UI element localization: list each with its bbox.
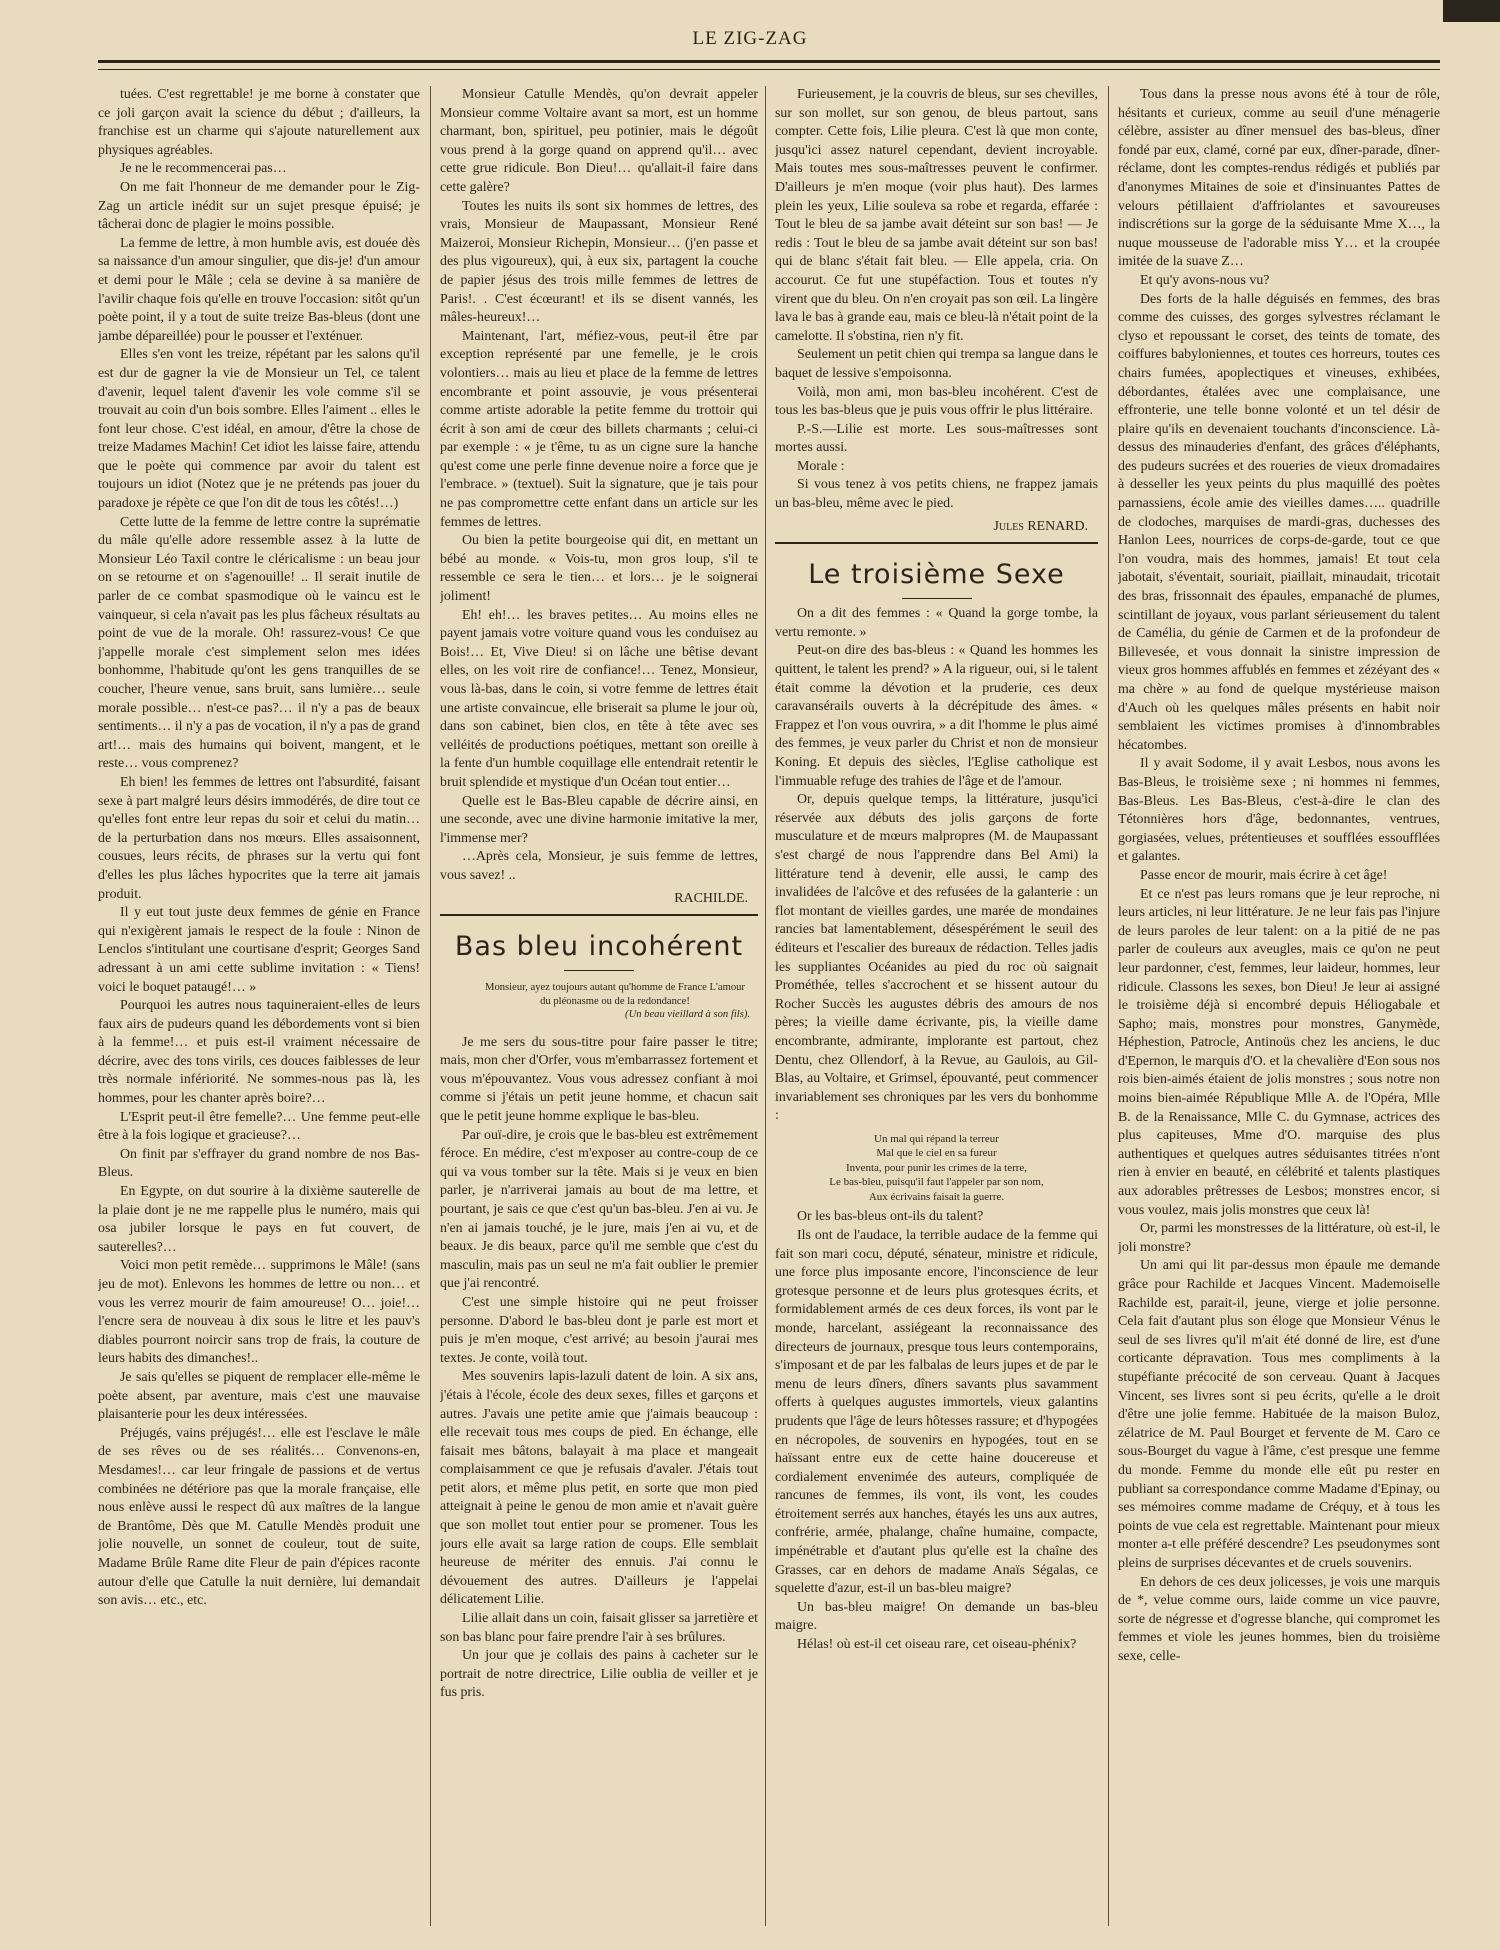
- column-divider: [430, 86, 431, 1926]
- paragraph: Furieusement, je la couvris de bleus, sur ses chevilles, sur son mollet, sur son genou, de bleus partout, sans compter. Cette fois, Lilie pleura. C'est là que mon conte, jusqu'ici assez naturel cependant, devient incroyable. Mais toutes mes sous-maîtresses peuvent le confirmer. D'ailleurs je m'en moque (voir plus haut). Des larmes plein les yeux, Lilie souleva sa robe et regarda, effarée : Tout le bleu de sa jambe avait déteint sur son bas! — Je redis : Tout le bleu de sa jambe avait déteint sur son bas! qui de blanc s'était fait bleu. — Elle appela, cria. On accourut. Ce fut une stupéfaction. Tous et toutes n'y virent que du bleu. On n'en croyait pas son œil. La lingère lava le bas à grande eau, mais ce bleu-là n'était point de la camelotte. Il s'obstina, rien n'y fit.: [775, 87, 1098, 344]
- paragraph: Voilà, mon ami, mon bas-bleu incohérent. C'est de tous les bas-bleus que je puis vous offrir le plus littéraire.: [775, 384, 1098, 419]
- paragraph: Un jour que je collais des pains à cacheter sur le portrait de notre directrice, Lilie oublia de veiller et je fus pris.: [440, 1648, 758, 1701]
- paragraph: Maintenant, l'art, méfiez-vous, peut-il être par exception représenté par une femelle, je le crois volontiers… mais au lieu et place de la femme de lettres encombrante et point assouvie, je vous présenterai comme artiste adorable la petite femme du trottoir qui écrit à son ami de cœur des billets charmants ; celui-ci par exemple : « je t'ême, tu as un cigne sure la hanche qu'est come une perle finne devenue noire a force que je l'embrace. » (textuel). Suit la signature, que je tais pour ne pas compromettre cette enfant dans un article sur les femmes de lettres.: [440, 328, 758, 530]
- article-title-bas-bleu-incoherent: Bas bleu incohérent: [454, 931, 744, 963]
- paragraph: L'Esprit peut-il être femelle?… Une femme peut-elle être à la fois logique et gracieuse?…: [98, 1109, 420, 1144]
- epigraph-source: (Un beau vieillard à son fils).: [625, 1009, 750, 1021]
- paragraph: En Egypte, on dut sourire à la dixième sauterelle de la plaie dont je ne me rappelle plus le numéro, mais qui osa jubiler lorsque le pays en fut couvert, de sauterelles?…: [98, 1184, 420, 1255]
- column-4: [1118, 86, 1440, 1926]
- verse-line: Mal que le ciel en sa fureur: [876, 1147, 997, 1160]
- paragraph: Des forts de la halle déguisés en femmes, des bras comme des cuisses, des gorges sylvestres réclamant le clyso et repoussant le corset, des teints de tomate, des coiffures babyloniennes, et toutes ces horreurs, toutes ces chairs fumées, apoplectiques et vineuses, exhibées, débordantes, étalées avec une complaisance, une effronterie, une telle bonne volonté et un tel désir de plaire qu'ils en devenaient touchants d'inconscience. Là-dessus des minauderies d'enfant, des grâces d'éléphants, des pudeurs sucrées et des roueries de vieux dromadaires à desseller les yeux peints du plus maquillé des poètes parnassiens, école amie des vieilles dames….. quadrille de clodoches, marquises de mardi-gras, duchesses des Hanlon Lees, nourrices de corps-de-garde, tout ce que l'on voudra, mais des hommes, jamais! Et tout cela jabotait, s'éventait, souriait, piaillait, minaudait, tricotait des bras, frissonnait des épaules, empanaché de plumes, scintillant de joyaux, vous parlant sérieusement du talent de Camélia, du génie de Carmen et de la profondeur de Billevesée, et vous donnait la sinistre impression de vieux gros hommes affublés en femmes et zézéyant des « ma chère » au fond de quelque mystérieuse maison d'Auch où les quelques mâles présents en habit noir semblaient les victimes promises à d'innombrables hécatombes.: [1118, 291, 1440, 753]
- paragraph: Passe encor de mourir, mais écrire à cet âge!: [1140, 867, 1388, 883]
- title-underline: [902, 598, 972, 599]
- paragraph: Ils ont de l'audace, la terrible audace de la femme qui fait son mari cocu, député, sénateur, ministre et ridicule, une force plus imposante encore, l'inconscience de leur grotesque personne et de leurs plus grotesques écrits, et formidablement armés de ces deux forces, ils vont par le monde, harcelant, assiégeant la reconnaissance des directeurs de journaux, presque tous leurs contemporains, s'imposant et de par les falbalas de leurs jupes et de par le menu de leurs dîners, dîners savants plus savamment offerts à quelques augustes immortels, vieux galantins prudents que l'âge de leurs hôtesses rassure; et d'hypogées en nécropoles, de souvenirs en hypogées, tout en se haïssant entre eux de cette haine doucereuse et cordialement envenimée des auteurs, compliquée de rancunes de femmes, ils vont, ils vont, les coudes étroitement serrés aux hanches, étayés les uns aux autres, confrérie, armée, phalange, chaîne humaine, compacte, impénétrable et d'autant plus qu'elle est la chaîne des Grasses, car en dehors de madame Anaïs Ségalas, ce squelette d'azur, est-il un bas-bleu maigre?: [775, 1227, 1098, 1597]
- signature-rachilde: RACHILDE.: [674, 890, 748, 906]
- paragraph: Je sais qu'elles se piquent de remplacer elle-même le poète absent, par aventure, mais c'est une mauvaise plaisanterie pour les deux intéressées.: [98, 1369, 420, 1423]
- paragraph: On finit par s'effrayer du grand nombre de nos Bas-Bleus.: [98, 1146, 420, 1181]
- paragraph: Or, depuis quelque temps, la littérature, jusqu'ici réservée aux débuts des jolis garçons de forte musculature et de mœurs malpropres (M. de Maupassant s'est chargé de nous l'apprendre dans Bel Ami) la littérature tend à devenir, elle aussi, le camp des invalidées de l'alcôve et des refusées de la galanterie : un flot montant de vieilles gardes, une marée de mondaines rancies bat lamentablement, désespérément le seuil des éditeurs et l'escalier des bureaux de rédaction. Telles jadis les suppliantes Océanides au pied du roc où saignait Prométhée, telles s'accrochent et se hissent autour du Rocher Succès les augustes débris des amours de nos pères; la vieille dame écrivante, pis, la vieille dame encombrante, admirante, implorante est partout, chez Dentu, chez Ollendorf, à la Revue, au Gaulois, au Gil-Blas, au Voltaire, et Grimsel, épouvanté, peut commencer invariablement ses chroniques par les vers du bonhomme :: [775, 792, 1098, 1124]
- column-divider: [1108, 86, 1109, 1926]
- paragraph: Seulement un petit chien qui trempa sa langue dans le baquet de lessive s'empoisonna.: [775, 347, 1098, 381]
- verse-line: Le bas-bleu, puisqu'il faut l'appeler par son nom,: [829, 1176, 1044, 1189]
- paragraph: Il y eut tout juste deux femmes de génie en France qui n'exigèrent jamais le respect de la foule : Ninon de Lenclos s'intitulant une courtisane d'esprit; Georges Sand adressant à un ami cette sublime invitation : « Tiens! voici le boquet pataugé!… »: [98, 905, 420, 995]
- paragraph: On me fait l'honneur de me demander pour le Zig-Zag un article inédit sur un sujet presque épuisé; je tâcherai donc de plagier le moins possible.: [98, 179, 420, 233]
- paragraph: Je ne le recommencerai pas…: [120, 161, 287, 177]
- paragraph: Pourquoi les autres nous taquineraient-elles de leurs faux airs de pudeurs quand les débordements vont si bien à la femme!… et puis est-il vraiment nécessaire de décrire, avec des tons virils, ces douces faiblesses de leur très normale infériorité. Ne sommes-nous pas là, les hommes, pour les chanter après boire?…: [98, 998, 420, 1107]
- signature-jules-renard: Jules RENARD.: [993, 518, 1088, 534]
- paragraph: Et qu'y avons-nous vu?: [1140, 272, 1270, 288]
- paragraph: On a dit des femmes : « Quand la gorge tombe, la vertu remonte. »: [775, 606, 1098, 640]
- paragraph: Tous dans la presse nous avons été à tour de rôle, hésitants et curieux, comme au seuil d'une ménagerie célèbre, assister au dîner mensuel des bas-bleus, dîner fondé par eux, clamé, corné par eux, dîner-parade, dîner-réclame, dont les comptes-rendus rédigés et publiés par d'anonymes Mitaines de soie et d'insinuantes Pattes de velours pétillaient d'affriolantes et savoureuses indiscrétions sur la gorge de la séduisante Mme X…, la nuque mousseuse de l'adorable miss Y… et la croupée imitée de la suave Z…: [1118, 87, 1440, 270]
- masthead: LE ZIG-ZAG: [692, 28, 808, 49]
- verse-line: Aux écrivains faisait la guerre.: [868, 1190, 1005, 1203]
- verse-quote: [775, 1132, 1098, 1205]
- paragraph: Par ouï-dire, je crois que le bas-bleu est extrêmement féroce. En médire, c'est m'exposer au contre-coup de ce qui va vous tomber sur la tête. Mais si je veux en bien parler, je n'arriverai jamais au bout de ma lettre, et pourtant, je sais ce que c'est qu'un bas-bleu. J'en ai vu. Je n'en ai jamais touché, je le jure, mais j'en ai vu, et de beaux. Je dis beaux, parce qu'il me semble que c'est du masculin, mais pas un seul ne m'a fait oublier le premier que j'ai rencontré.: [440, 1127, 758, 1292]
- column-3: [775, 86, 1098, 1926]
- paragraph: Préjugés, vains préjugés!… elle est l'esclave le mâle de ses rêves ou de ses réalités… Convenons-en, Mesdames!… car leur fringale de passions et de vertus combinées ne détériore pas que la morale française, elle nous enlève aussi le respect dû aux maîtres de la langue de Brantôme, Dès que M. Catulle Mendès produit une jolie nouvelle, un sonnet de couleur, tout de suite, Madame Brûle Rame dite Fleur de pain d'épices raconte autour d'elle que Catulle la nuit dernière, lui demandait son avis… etc., etc.: [98, 1425, 420, 1609]
- paragraph: Je me sers du sous-titre pour faire passer le titre; mais, mon cher d'Orfer, vous m'embarrassez fortement et vous m'épouvantez. Vous vous adressez confiant à moi comme si j'étais un petit jeune homme, et chacun sait que le petit jeune homme explique le bas-bleu.: [440, 1034, 758, 1124]
- epigraph-text: Monsieur, ayez toujours autant qu'homme de France L'amour du pléonasme ou de la redondance!: [485, 982, 745, 1007]
- column-2: [440, 86, 758, 1926]
- paragraph: Hélas! où est-il cet oiseau rare, cet oiseau-phénix?: [797, 1637, 1077, 1653]
- paragraph: Toutes les nuits ils sont six hommes de lettres, des vrais, Monsieur de Maupassant, Monsieur René Maizeroi, Monsieur Richepin, Monsieur… (j'en passe et des plus vigoureux), qui, à eux six, partagent la couche de papier jésus des trois mille femmes de lettres de Paris!. . C'est écœurant! et ils se disent vannés, les mâles-heureux!…: [440, 198, 758, 326]
- paragraph: Il y avait Sodome, il y avait Lesbos, nous avons les Bas-Bleus, le troisième sexe ; ni hommes ni femmes, Bas-Bleus. Les Bas-Bleus, c'est-à-dire le clan des Tétonnières hors d'âge, bedonnantes, ventrues, gorgiasées, velues, prétentieuses et soufflées essoufflées et galantes.: [1118, 756, 1440, 865]
- paragraph: La femme de lettre, à mon humble avis, est douée dès sa naissance d'un amour singulier, que dis-je! d'un amour et demi pour le Mâle ; cela se devine à sa manière de l'avilir chaque fois qu'elle en trouve l'occasion: sitôt qu'un poète point, il y a tout de suite treize Bas-bleus (dont une jambe dépareillée) pour le pousser et l'exténuer.: [98, 235, 420, 344]
- column-divider: [765, 86, 766, 1926]
- paragraph: tuées. C'est regrettable! je me borne à constater que ce joli garçon avait la science du début ; d'ailleurs, la franchise est un charme qui s'ajoute naturellement aux physiques agréables.: [98, 87, 420, 158]
- masthead-rule: [98, 60, 1440, 70]
- paragraph: Quelle est le Bas-Bleu capable de décrire ainsi, en une seconde, avec une divine harmonie imitative la mer, l'immense mer?: [440, 793, 758, 846]
- epigraph: [480, 981, 750, 1022]
- column-1: [98, 86, 420, 1926]
- paragraph: Ou bien la petite bourgeoise qui dit, en mettant un bébé au monde. « Vois-tu, mon gros loup, s'il te ressemble ce sera le tien… et lors… je le soignerai joliment!: [440, 533, 758, 605]
- paragraph: Lilie allait dans un coin, faisait glisser sa jarretière et son bas blanc pour faire prendre l'air à ses brûlures.: [440, 1611, 758, 1645]
- paragraph: Or les bas-bleus ont-ils du talent?: [797, 1209, 984, 1225]
- paragraph: Un bas-bleu maigre! On demande un bas-bleu maigre.: [775, 1599, 1098, 1634]
- title-underline: [564, 970, 634, 971]
- paragraph: Or, parmi les monstresses de la littérature, où est-il, le joli monstre?: [1118, 1221, 1440, 1255]
- paragraph: …Après cela, Monsieur, je suis femme de lettres, vous savez! ..: [440, 849, 758, 883]
- page-corner-mark: [1443, 0, 1500, 22]
- paragraph: Peut-on dire des bas-bleus : « Quand les hommes les quittent, le talent les prend? » A la rigueur, oui, si le talent était comme la dévotion et la pruderie, ces deux caravansérails ouverts à la décrépitude des âmes. « Frappez et l'on vous ouvrira, » a dit l'homme le plus aimé des femmes, je veux parler du Christ et non de monsieur Koning. Et depuis des siècles, l'Eglise catholique est l'immuable refuge des trahies de l'âge et de l'amour.: [775, 643, 1098, 789]
- paragraph: Mes souvenirs lapis-lazuli datent de loin. A six ans, j'étais à l'école, école des deux sexes, filles et garçons et autres. J'avais une petite amie que j'aimais beaucoup : elle recevait tous mes coups de pied. En échange, elle faisait mes bâtons, balayait à ma place et mangeait complaisamment ce que je refusais d'avaler. J'étais tout petit alors, et même plus petit, en sorte que mon pied atteignait à peine le genou de mon amie et n'avait guère que son mollet tout entier pour se promener. Tous les jours elle avait sa large ration de coups. Elle semblait heureuse de mériter des ennuis. J'ai connu le dévouement des autres. D'ailleurs je l'appelai délicatement Lilie.: [440, 1369, 758, 1608]
- paragraph: P.-S.—Lilie est morte. Les sous-maîtresses sont mortes aussi.: [775, 421, 1098, 456]
- paragraph: Morale :: [797, 458, 845, 474]
- paragraph: C'est une simple histoire qui ne peut froisser personne. D'abord le bas-bleu dont je parle est mort et puis je m'en moque, c'est arrivé; au besoin j'aurai mes textes. Je conte, voilà tout.: [440, 1294, 758, 1366]
- verse-line: Un mal qui répand la terreur: [874, 1132, 999, 1145]
- paragraph: Elles s'en vont les treize, répétant par les salons qu'il est dur de gagner la vie de Monsieur un Tel, ce talent d'avenir, lequel talent d'avenir les vole comme s'il se trouvait au coin d'un bois sombre. Elles l'aiment .. elles le font leur chose. C'est idéal, en amour, d'être la chose de treize Madames Machin! Cet idiot les laisse faire, attendu que le poète qui commence par avoir du talent est toujours un idiot (Notez que je ne prétends pas jouer du paradoxe je répète ce que l'on dit de tous les côtés!…): [98, 347, 420, 512]
- verse-line: Inventa, pour punir les crimes de la terre,: [845, 1161, 1028, 1174]
- article-separator: [440, 914, 758, 916]
- paragraph: Eh bien! les femmes de lettres ont l'absurdité, faisant sexe à part malgré leurs désirs immodérés, de dire tout ce qu'elles font entre leur repas du soir et celui du matin… de la perturbation dans nos mœurs. Elles assaisonnent, cousues, leurs récits, de phrases sur la vertu qui font d'elles les plus lâches hypocrites que la terre ait jamais produit.: [98, 774, 420, 902]
- paragraph: Si vous tenez à vos petits chiens, ne frappez jamais un bas-bleu, même avec le pied.: [775, 477, 1098, 512]
- paragraph: Eh! eh!… les braves petites… Au moins elles ne payent jamais votre voiture quand vous les conduisez au Bois!… Et, Vive Dieu! si on lâche une bêtise devant elles, on les voit rire de confiance!… Tenez, Monsieur, vous là-bas, dans le coin, si votre femme de lettres était une artiste convaincue, elle briserait sa plume le jour où, dans son cabinet, bien clos, en tête à tête avec ses velléités de productions poétiques, mettant son oreille à la fente d'un humble coquillage elle entendrait retentir le bruit splendide et mystique d'un Océan tout entier…: [440, 607, 758, 790]
- paragraph: Un ami qui lit par-dessus mon épaule me demande grâce pour Rachilde et Jacques Vincent. Mademoiselle Rachilde est, parait-il, jeune, vierge et jolie personne. Cela fait d'autant plus son éloge que Monsieur Vénus le seul de ses livres qu'il m'ait été donné de lire, est d'une corticante dépravation. Tous mes compliments à la stupéfiante précocité de son cerveau. Quant à Jacques Vincent, ses livres sont si peu écrits, qu'elle a le droit d'être une jolie femme. Habituée de la maison Buloz, zélatrice de M. Paul Bourget et fervente de M. Caro ce sous-Bourget du vague à l'âme, c'est presque une femme du monde. Femme du monde elle eût pu rester en publiant sa correspondance comme Madame d'Epinay, ou ses mémoires comme madame de Créquy, et à tous les points de vue cela est regrettable. Maintenant pour mieux monter a-t elle préféré descendre? Les pseudonymes sont pleins de surprises décevantes et de cruels souvenirs.: [1118, 1258, 1440, 1571]
- paragraph: Voici mon petit remède… supprimons le Mâle! (sans jeu de mot). Enlevons les hommes de lettre ou non… et vous les verrez mourir de faim amoureuse! O… joie!… l'encre sera de nouveau à dix sous le litre et les pauv's diables pourront noircir sans trop de frais, la couture de leurs habits des dimanches!..: [98, 1258, 420, 1367]
- paragraph: Monsieur Catulle Mendès, qu'on devrait appeler Monsieur comme Voltaire avant sa mort, est un homme charmant, bon, spirituel, peu potinier, mais le dégoût vous prend à la gorge quand on apprend qu'il… avec cette grue ridicule. Bon Dieu!… qu'allait-il faire dans cette galère?: [440, 87, 758, 195]
- paragraph: Cette lutte de la femme de lettre contre la suprématie du mâle qu'elle adore ressemble assez à la lutte de Monsieur Léo Taxil contre le cléricalisme : un beau jour on se retourne et on s'agenouille! .. Il serait inutile de parler de ce combat spasmodique où le vaincu est le vainqueur, si cela n'avait pas les plus fâcheux résultats au point de vue de la morale. Oh! rassurez-vous! Ce que j'appelle morale c'est simplement selon mes idées bonhomme, l'habitude qu'ont les gens tranquilles de se coucher, l'heure venue, sans bruit, sans lumière… seule morale possible… n'est-ce pas?… il n'y a pas de beaux sentiments… il n'y a pas de vocation, il n'y a pas de grand art!… mais des humains qui boivent, mangent, et le reste… vous comprenez?: [98, 514, 420, 772]
- article-separator: [775, 542, 1098, 544]
- paragraph: Et ce n'est pas leurs romans que je leur reproche, ni leurs articles, ni leur littérature. Je ne leur fais pas l'injure de leurs paroles de leur talent: on a la pitié de ne pas parler de couleurs aux aveugles, mais ce qu'on ne peut leur pardonner, c'est, femmes, leur laideur, hommes, leur ridicule. Classons les sexes, bon Dieu! Je leur ai assigné le troisième déjà si encombré depuis Héliogabale et Sapho; mais, monstres pour monstres, Ganymède, Héphestion, Patrocle, Antinoüs chez les anciens, le duc d'Epernon, le marquis d'O. et la chevalière d'Eon sous nos rois bien-aimés étaient de jolis monstres ; sous notre non moins bien-aimée République Mlle A. de l'Opéra, Mlle B. de la Renaissance, Mlle C. du Gymnase, actrices des plus capiteuses, Mme d'O. marquise des plus authentiques et quelques autres séduisantes titrées n'ont rien à envier en beauté, en célébrité et talents plastiques aux adorables prêtresses de Lesbos; monstres encor, si vous voulez, mais jolis monstres que ceux là!: [1118, 886, 1440, 1218]
- paragraph: En dehors de ces deux jolicesses, je vois une marquis de *, velue comme ours, laide comme un vice pauvre, sorte de négresse et d'ogresse blanche, qui compromet les femmes et viole les jeunes hommes, bien du troisième sexe, celle-: [1118, 1574, 1440, 1664]
- article-title-le-troisieme-sexe: Le troisième Sexe: [808, 559, 1065, 591]
